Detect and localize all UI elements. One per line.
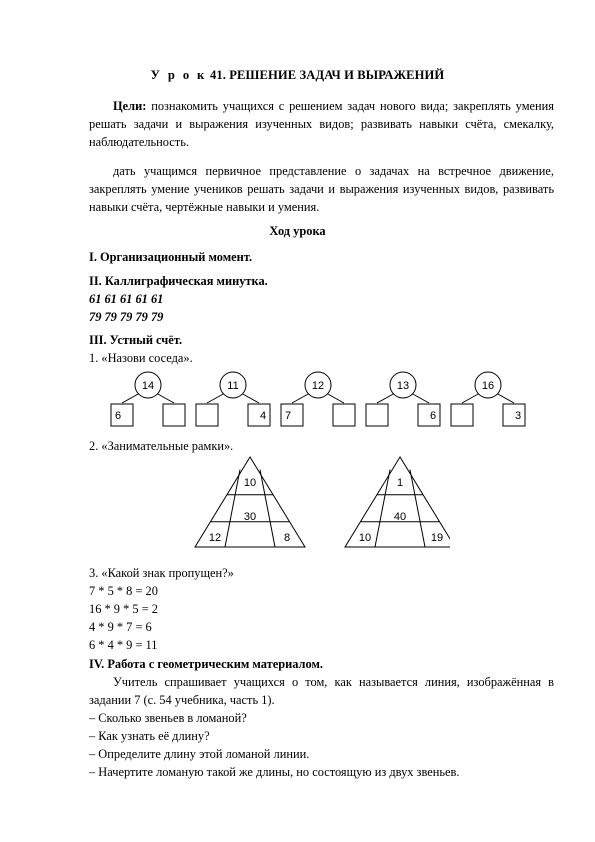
section-3-heading: III. Устный счёт.	[89, 333, 183, 347]
task-3-title: 3. «Какой знак пропущен?»	[89, 566, 234, 580]
goals-label: Цели:	[113, 99, 147, 113]
question-1: – Сколько звеньев в ломаной?	[89, 711, 247, 725]
goals-text: познакомить учащихся с решением задач нового вида; закреплять умения решать задачи и выражения изученных видов; развивать навыки счёта, смекалку, наблюдательность.	[89, 99, 554, 149]
question-3: – Определите длину этой ломаной линии.	[89, 747, 310, 761]
neighbor-group	[111, 372, 185, 426]
question-4: – Начертите ломаную такой же длины, но состоящую из двух звеньев.	[89, 765, 460, 779]
section-2-heading: II. Каллиграфическая минутка.	[89, 274, 268, 288]
box-number-left: 6	[114, 410, 122, 422]
circle-number: 12	[311, 380, 325, 392]
calligraphy-line-1: 61 61 61 61 61	[89, 292, 164, 306]
section-4-text: Учитель спрашивает учащихся о том, как называется линия, изображённая в задании 7 (с. 54 учебника, часть 1).	[89, 675, 554, 707]
box-number-right: 6	[429, 410, 437, 422]
box-number-right: 4	[259, 410, 267, 422]
box-number-left: 7	[284, 410, 292, 422]
neighbor-box-left	[451, 404, 473, 426]
expression-2: 16 * 9 * 5 = 2	[89, 602, 158, 616]
frame-triangle	[345, 457, 450, 547]
frame-line	[225, 470, 240, 547]
frame-line	[375, 470, 390, 547]
expression-4: 6 * 4 * 9 = 11	[89, 638, 158, 652]
course-heading: Ход урока	[269, 224, 326, 238]
section-4-heading: IV. Работа с геометрическим материалом.	[89, 657, 324, 671]
neighbor-box-right	[333, 404, 355, 426]
triangle-right-number: 19	[430, 532, 444, 544]
triangle-middle-number: 40	[393, 511, 407, 523]
neighbors-diagram	[100, 371, 540, 433]
circle-number: 13	[396, 380, 410, 392]
expression-3: 4 * 9 * 7 = 6	[89, 620, 152, 634]
triangle-right-number: 8	[283, 532, 291, 544]
neighbor-group	[366, 372, 440, 426]
connector-line	[462, 393, 480, 403]
connector-line	[326, 393, 344, 403]
frame-triangle	[195, 457, 305, 547]
frame-line	[260, 470, 275, 547]
task-2-title: 2. «Занимательные рамки».	[89, 439, 234, 453]
connector-line	[156, 393, 174, 403]
task-1-title: 1. «Назови соседа».	[89, 351, 193, 365]
circle-number: 16	[481, 380, 495, 392]
connector-line	[207, 393, 225, 403]
question-2: – Как узнать её длину?	[89, 729, 210, 743]
goals-paragraph-2: дать учащимся первичное представление о задачах на встречное движение, закреплять умение учеников решать задачи и выражения изученных видов, развивать навыки счёта, чертёжные навыки и умения.	[89, 164, 554, 214]
calligraphy-line-2: 79 79 79 79 79	[89, 310, 164, 324]
connector-line	[122, 393, 140, 403]
goals-paragraph	[89, 97, 554, 151]
triangle-left-number: 10	[358, 532, 372, 544]
triangle-left-number: 12	[208, 532, 222, 544]
lesson-title	[0, 68, 595, 83]
connector-line	[411, 393, 429, 403]
triangle-middle-number: 30	[243, 511, 257, 523]
lesson-prefix: У р о к	[150, 68, 207, 82]
neighbor-box-left	[196, 404, 218, 426]
neighbor-box-right	[163, 404, 185, 426]
neighbor-group	[281, 372, 355, 426]
connector-line	[241, 393, 259, 403]
frame-line	[410, 470, 425, 547]
triangles-diagram	[190, 455, 450, 555]
neighbor-group	[451, 372, 525, 426]
triangle-top-number: 10	[243, 476, 257, 489]
section-1-heading: I. Организационный момент.	[89, 250, 253, 264]
expression-1: 7 * 5 * 8 = 20	[89, 584, 158, 598]
connector-line	[377, 393, 395, 403]
connector-line	[292, 393, 310, 403]
circle-number: 11	[227, 380, 239, 392]
circle-number: 14	[141, 380, 155, 392]
triangle-top-number: 1	[396, 476, 404, 489]
connector-line	[496, 393, 514, 403]
lesson-title-text: 41. РЕШЕНИЕ ЗАДАЧ И ВЫРАЖЕНИЙ	[209, 68, 445, 82]
neighbor-group	[196, 372, 270, 426]
neighbor-box-left	[366, 404, 388, 426]
box-number-right: 3	[514, 410, 522, 422]
